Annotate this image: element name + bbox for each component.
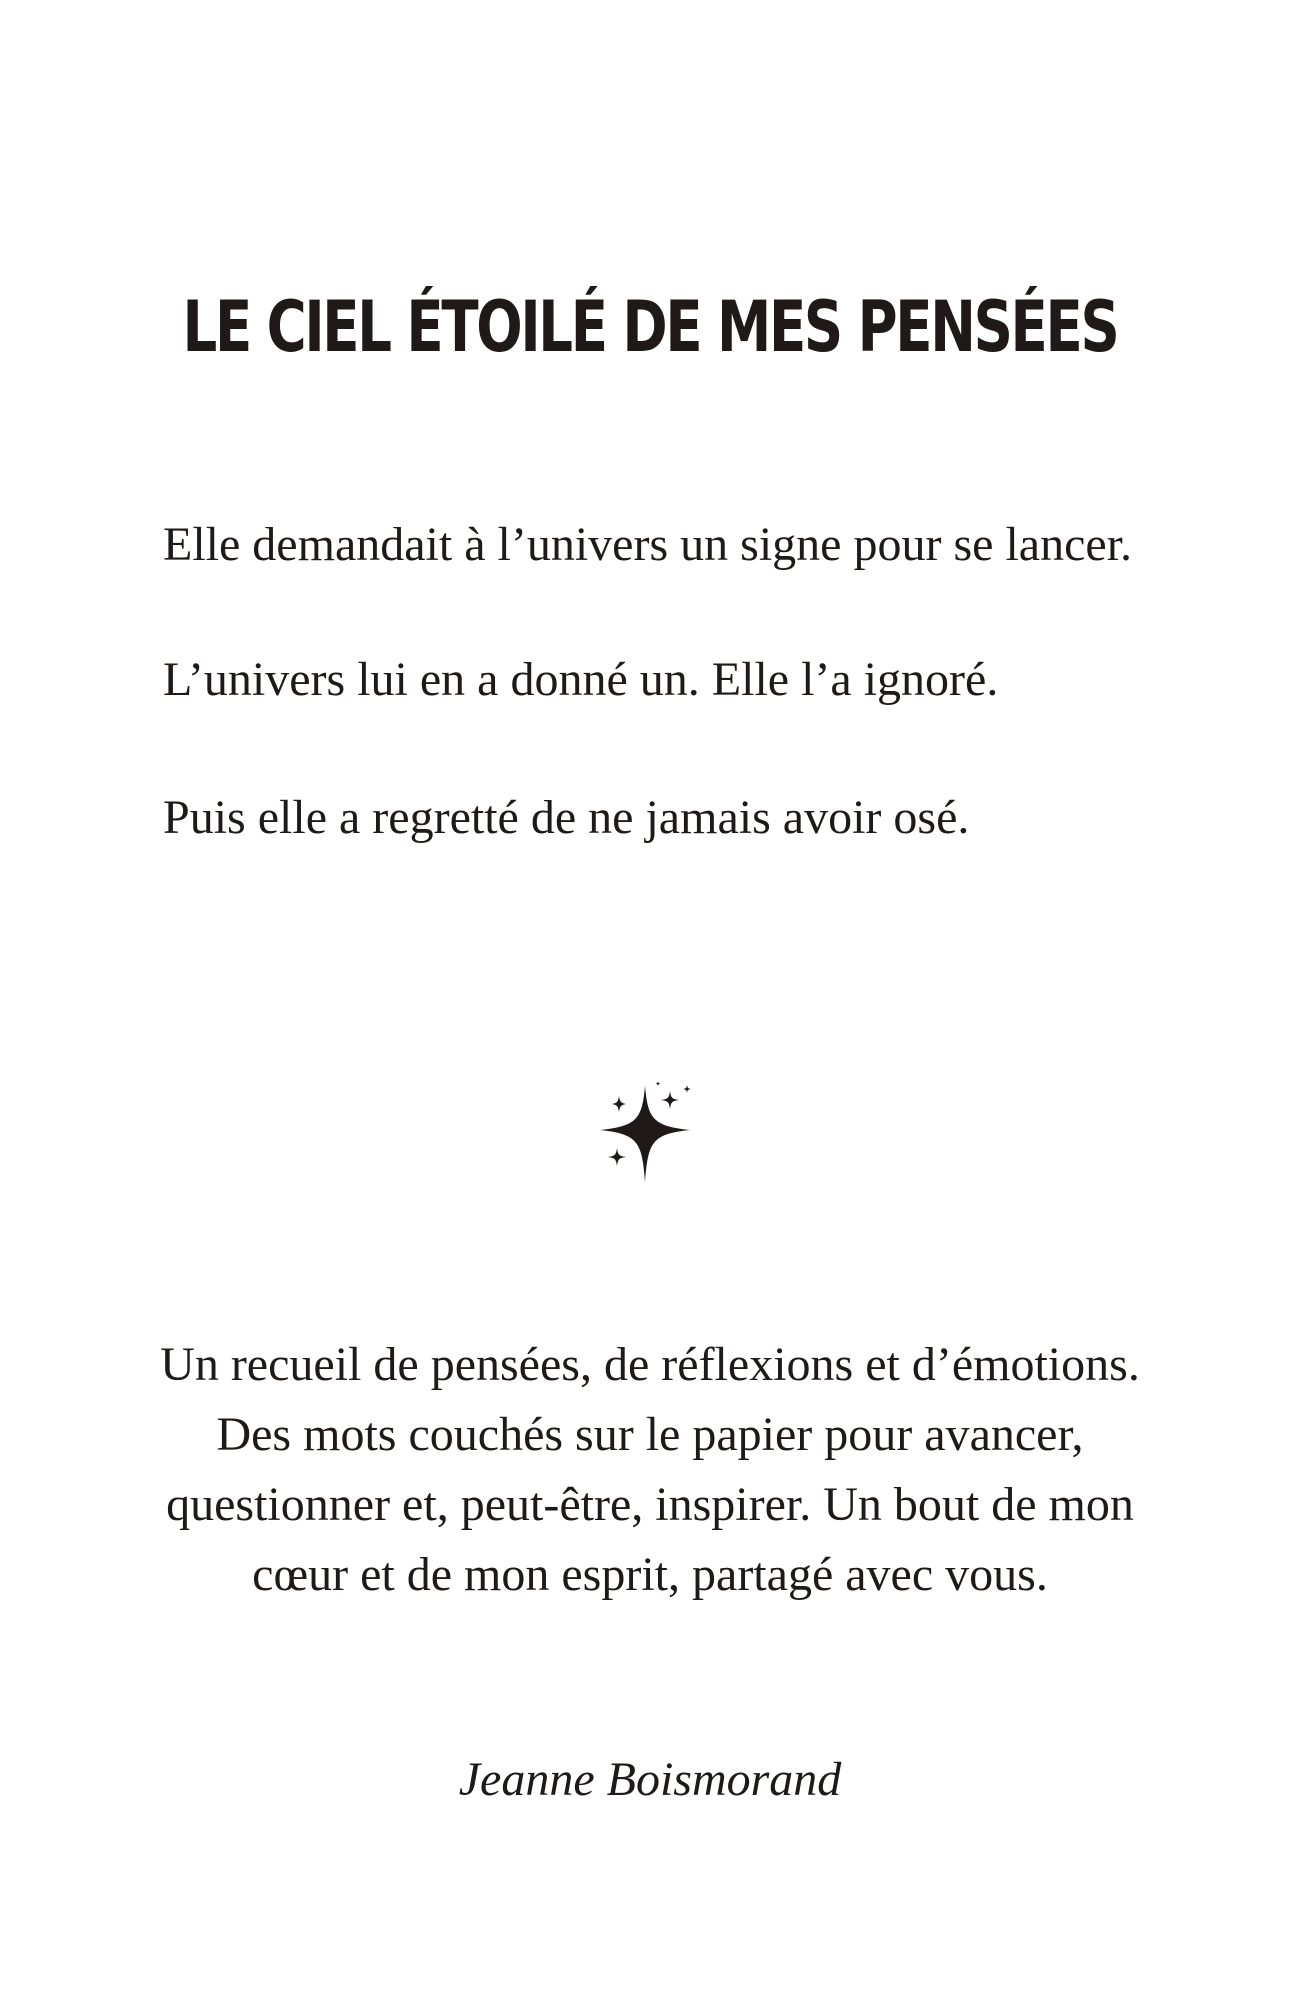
description-line: cœur et de mon esprit, partagé avec vous.	[252, 1548, 1048, 1601]
poem-stanza: L’univers lui en a donné un. Elle l’a ignoré.	[163, 653, 999, 706]
poem-stanza: Elle demandait à l’univers un signe pour se lancer.	[163, 518, 1133, 571]
description-line: Des mots couchés sur le papier pour avancer,	[216, 1408, 1084, 1461]
description-line: Un recueil de pensées, de réflexions et d’émotions.	[160, 1338, 1140, 1391]
author-name: Jeanne Boismorand	[458, 1753, 842, 1806]
poem-stanza: Puis elle a regretté de ne jamais avoir osé.	[163, 791, 970, 844]
poem	[163, 510, 1163, 853]
description-line: questionner et, peut-être, inspirer. Un bout de mon	[166, 1478, 1134, 1531]
book-title: LE CIEL ÉTOILÉ DE MES PENSÉES	[182, 286, 1118, 368]
book-description	[0, 1330, 1300, 1610]
sparkle-stars-icon	[590, 1078, 700, 1188]
